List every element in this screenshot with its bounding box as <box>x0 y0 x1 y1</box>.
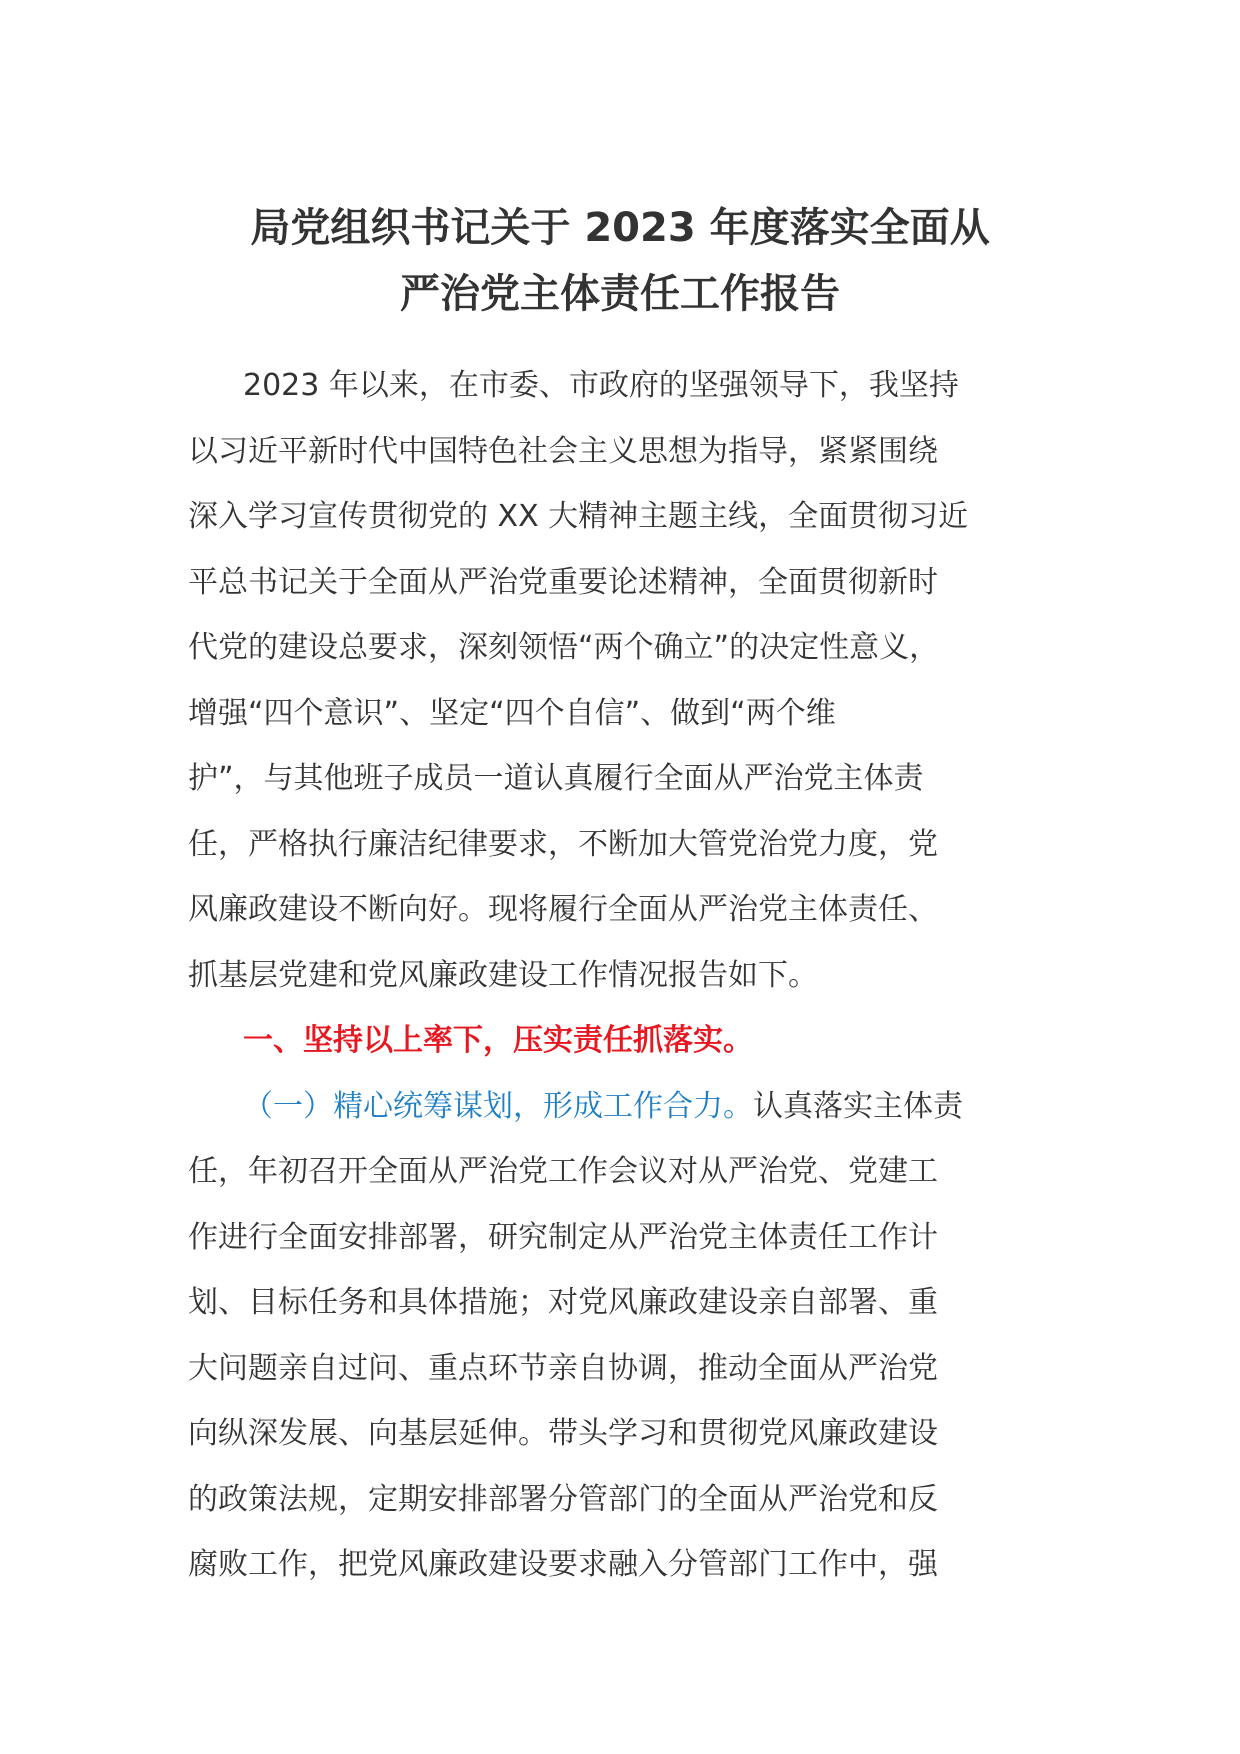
paragraph-line: 任，严格执行廉洁纪律要求，不断加大管党治党力度，党 <box>188 826 938 862</box>
subsection-first-line-rest: 认真落实主体责 <box>753 1088 963 1124</box>
paragraph-line: 代党的建设总要求，深刻领悟“两个确立”的决定性意义， <box>188 630 940 665</box>
title-line-1: 局党组织书记关于 2023 年度落实全面从 <box>250 205 990 251</box>
paragraph-line: 腐败工作，把党风廉政建设要求融入分管部门工作中，强 <box>188 1547 938 1582</box>
title-line-2: 严治党主体责任工作报告 <box>400 271 840 317</box>
paragraph-line: 作进行全面安排部署，研究制定从严治党主体责任工作计 <box>188 1219 938 1255</box>
subsection-1-paragraph <box>188 1074 1068 1598</box>
document-body <box>188 353 1068 1598</box>
paragraph-line: 抓基层党建和党风廉政建设工作情况报告如下。 <box>188 957 818 993</box>
section-heading-1: 一、坚持以上率下，压实责任抓落实。 <box>243 1023 753 1058</box>
paragraph-line: 增强“四个意识”、坚定“四个自信”、做到“两个维 <box>188 695 836 731</box>
subsection-heading-1: （一）精心统筹谋划，形成工作合力。 <box>243 1088 753 1124</box>
paragraph-line: 深入学习宣传贯彻党的 XX 大精神主题主线，全面贯彻习近 <box>188 499 969 534</box>
paragraph-line: 任，年初召开全面从严治党工作会议对从严治党、党建工 <box>188 1154 938 1189</box>
paragraph-line: 向纵深发展、向基层延伸。带头学习和贯彻党风廉政建设 <box>188 1416 938 1451</box>
paragraph-line: 平总书记关于全面从严治党重要论述精神，全面贯彻新时 <box>188 564 938 600</box>
subsection-first-line <box>188 1074 1068 1140</box>
paragraph-line: 2023 年以来，在市委、市政府的坚强领导下，我坚持 <box>243 368 959 403</box>
intro-paragraph <box>188 353 1068 1008</box>
paragraph-line: 风廉政建设不断向好。现将履行全面从严治党主体责任、 <box>188 892 938 927</box>
paragraph-line: 以习近平新时代中国特色社会主义思想为指导，紧紧围绕 <box>188 433 938 469</box>
paragraph-line: 护”，与其他班子成员一道认真履行全面从严治党主体责 <box>188 761 924 796</box>
paragraph-line: 的政策法规，定期安排部署分管部门的全面从严治党和反 <box>188 1481 938 1517</box>
paragraph-line: 划、目标任务和具体措施；对党风廉政建设亲自部署、重 <box>188 1285 938 1320</box>
paragraph-line: 大问题亲自过问、重点环节亲自协调，推动全面从严治党 <box>188 1350 938 1386</box>
document-title <box>170 195 1070 327</box>
